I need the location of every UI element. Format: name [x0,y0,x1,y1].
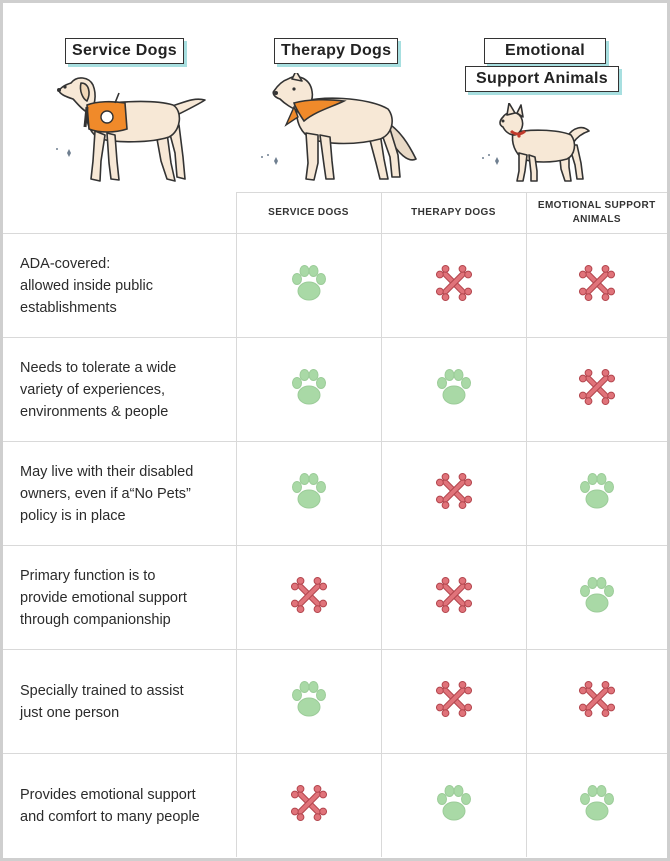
col-header-therapy-dogs: THERAPY DOGS [381,193,526,234]
cell-esa [526,442,667,546]
crossed-bones-icon [287,812,331,829]
table-row [3,338,667,442]
esa-title-line1: Emotional [484,38,606,64]
cell-therapy-dogs [381,754,526,858]
row-criterion-label [3,546,236,650]
row-criterion-label [3,754,236,858]
crossed-bones-icon [432,500,476,517]
crossed-bones-icon [575,292,619,309]
header-illustrations [3,3,667,193]
paw-print-icon [287,396,331,413]
criterion-line: Primary function is to [20,567,156,584]
paw-print-icon [575,604,619,621]
esa-dog-illustration [473,103,593,188]
crossed-bones-icon [432,604,476,621]
row-criterion-label [3,650,236,754]
criterion-line: ADA-covered: [20,255,111,272]
cell-therapy-dogs [381,442,526,546]
table-row [3,650,667,754]
row-criterion-label [3,338,236,442]
cell-service-dogs [236,442,381,546]
table-row [3,234,667,338]
row-criterion-label [3,234,236,338]
paw-print-icon [575,500,619,517]
cell-esa [526,338,667,442]
paw-print-icon [287,500,331,517]
criterion-line: variety of experiences, [20,381,166,398]
table-row [3,442,667,546]
crossed-bones-icon [287,604,331,621]
cell-esa [526,754,667,858]
criterion-line: provide emotional support [20,589,187,606]
cell-therapy-dogs [381,338,526,442]
cell-esa [526,546,667,650]
comparison-rows [3,234,667,858]
criterion-line: allowed inside public [20,277,153,294]
paw-print-icon [287,292,331,309]
criterion-line: just one person [20,704,120,721]
service-dog-illustration [43,73,218,188]
therapy-dog-illustration [248,73,428,188]
cell-therapy-dogs [381,650,526,754]
criterion-line: Needs to tolerate a wide [20,359,177,376]
criterion-line: and comfort to many people [20,808,200,825]
cell-service-dogs [236,754,381,858]
criterion-line: through companionship [20,611,171,628]
cell-service-dogs [236,234,381,338]
crossed-bones-icon [575,708,619,725]
table-row [3,754,667,858]
paw-print-icon [575,812,619,829]
esa-title-line2: Support Animals [465,66,619,92]
criterion-line: owners, even if a“No Pets” [20,485,191,502]
col-header-service-dogs: SERVICE DOGS [236,193,381,234]
paw-print-icon [432,812,476,829]
crossed-bones-icon [432,708,476,725]
criterion-line: environments & people [20,403,169,420]
crossed-bones-icon [432,292,476,309]
table-row [3,546,667,650]
column-header-row [3,193,667,234]
criterion-line: policy is in place [20,507,126,524]
criterion-line: Provides emotional support [20,786,196,803]
cell-service-dogs [236,546,381,650]
criterion-line: establishments [20,299,117,316]
cell-therapy-dogs [381,546,526,650]
header-blank-cell [3,193,236,234]
comparison-table [3,192,667,857]
therapy-dogs-title: Therapy Dogs [274,38,398,64]
criterion-line: Specially trained to assist [20,682,184,699]
cell-esa [526,650,667,754]
cell-service-dogs [236,338,381,442]
cell-therapy-dogs [381,234,526,338]
col-header-esa: EMOTIONAL SUPPORT ANIMALS [526,193,667,234]
criterion-line: May live with their disabled [20,463,194,480]
paw-print-icon [287,708,331,725]
paw-print-icon [432,396,476,413]
crossed-bones-icon [575,396,619,413]
row-criterion-label [3,442,236,546]
cell-esa [526,234,667,338]
service-dogs-title: Service Dogs [65,38,184,64]
cell-service-dogs [236,650,381,754]
